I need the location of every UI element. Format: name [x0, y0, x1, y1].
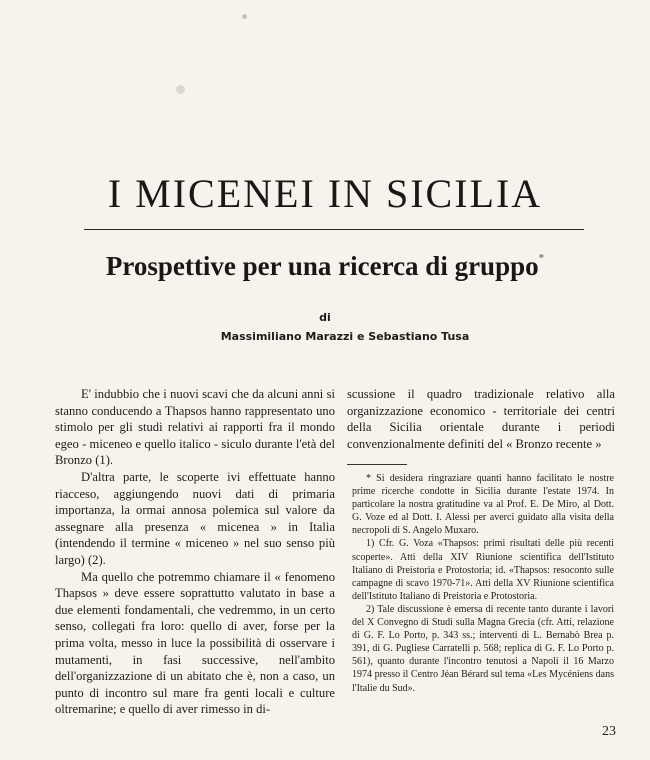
body-paragraph: D'altra parte, le scoperte ivi effettuate hanno riacceso, aggiungendo nuovi dati di primaria importanza, la ormai annosa polemica sul valore da assegnare alla presenza « micenea » in Italia (intendendo il termine « miceneo » nel suo senso più largo) (2).	[55, 469, 335, 567]
article-title: I MICENEI IN SICILIA	[107, 171, 543, 216]
body-paragraph: E' indubbio che i nuovi scavi che da alcuni anni si stanno conducendo a Thapsos hanno rappresentato uno stimolo per gli studi relativi ai rapporti fra il mondo egeo - miceneo e quello italico - siculo durante l'età del Bronzo (1).	[55, 387, 335, 468]
article-subtitle	[0, 240, 650, 284]
title-rule	[84, 229, 584, 230]
subtitle-footnote-mark: *	[538, 252, 545, 264]
subtitle-text: Prospettive per una ricerca di gruppo	[105, 251, 539, 281]
left-column	[55, 386, 335, 718]
footnote: * Si desidera ringraziare quanti hanno facilitato le nostre prime ricerche condotte in Sicilia durante l'estate 1974. In particolare la nostra gratitudine va al Prof. E. De Miro, al Dott. G. Voze ed al Dott. I. Alessi per averci guidato alla visita della necropoli di S. Angelo Muxaro.	[352, 473, 614, 537]
paper-speck	[242, 14, 247, 19]
page-number: 23	[602, 724, 616, 739]
footnotes	[352, 472, 614, 695]
footnote-rule	[347, 464, 407, 465]
right-column	[347, 386, 615, 452]
body-paragraph: Ma quello che potremmo chiamare il « fenomeno Thapsos » deve essere soprattutto valutato in base a due elementi fondamentali, che vedremmo, in un certo senso, collegati fra loro: quello di aver, forse per la prima volta, messo in luce la possibilità di osservare i mutamenti, in fasi successive, nell'ambito dell'organizzazione di un abitato che è, non a caso, un punto di incontro sul mare fra genti locali e culture oltremarine; e quello di aver rimesso in di-	[55, 569, 335, 717]
footnote: 1) Cfr. G. Voza «Thapsos: primi risultati delle più recenti scoperte». Atti della XIV Riunione scientifica dell'Istituto Italiano di Preistoria e Protostoria; id. «Thapsos: resoconto sulle campagne di scavo 1970-71». Atti della XV Riunione scientifica dell'Istituto Italiano di Preistoria e Protostoria.	[352, 538, 614, 602]
footnote: 2) Tale discussione è emersa di recente tanto durante i lavori del X Convegno di Studi sulla Magna Grecia (cfr. Atti, relazione di G. F. Lo Porto, p. 343 ss.; interventi di L. Bernabò Brea p. 391, di G. Pugliese Carratelli p. 568; replica di G. F. Lo Porto p. 561), quanto durante l'incontro tenutosi a Napoli il 16 Marzo 1974 presso il Centro Jéan Bérard sul tema «Les Mycéniens dans l'Italie du Sud».	[352, 603, 614, 694]
authors: Massimiliano Marazzi e Sebastiano Tusa	[220, 330, 470, 343]
body-paragraph: scussione il quadro tradizionale relativo alla organizzazione economico - territoriale dei centri della Sicilia orientale durante i periodi convenzionalmente definiti del « Bronzo recente »	[347, 387, 615, 451]
byline-di: di	[319, 311, 331, 324]
paper-speck	[176, 85, 185, 94]
